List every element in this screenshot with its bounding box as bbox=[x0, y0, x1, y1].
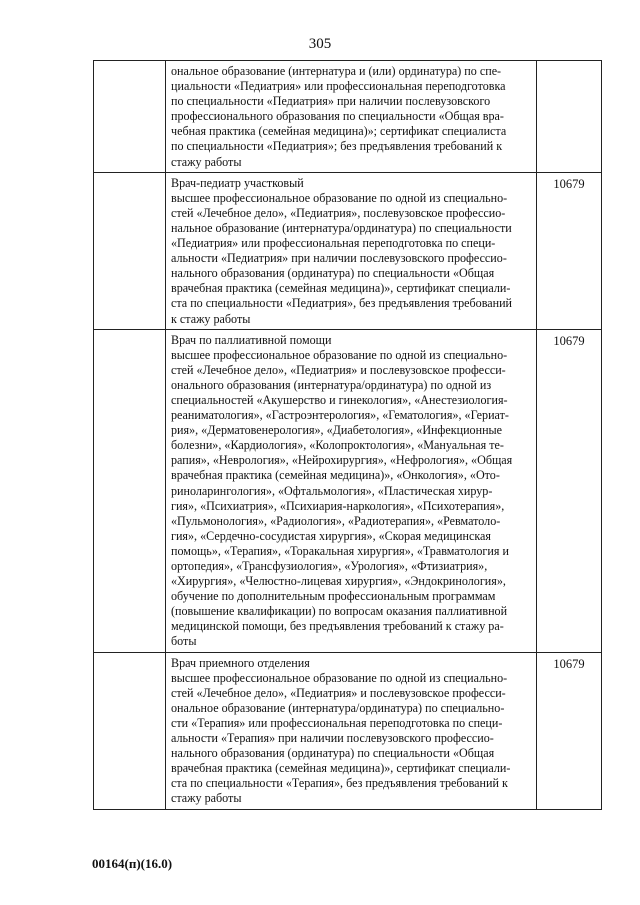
position-description-cell bbox=[166, 172, 537, 329]
description-line: (повышение квалификации) по вопросам оказания паллиативной bbox=[171, 604, 508, 619]
description-line: помощь», «Терапия», «Торакальная хирургия», «Травматология и bbox=[171, 543, 509, 558]
description-line: врачебная практика (семейная медицина)», сертификат специали- bbox=[171, 761, 511, 776]
table-row bbox=[94, 61, 602, 173]
description-line: специальностей «Акушерство и гинекология», «Анестезиология- bbox=[171, 392, 508, 407]
row-empty-cell bbox=[94, 172, 166, 329]
description-line: альности «Терапия» при наличии послевузовского профессио- bbox=[171, 731, 494, 746]
description-line: болезни», «Кардиология», «Колопроктология», «Мануальная те- bbox=[171, 438, 504, 453]
description-line: профессионального образования по специальности «Общая вра- bbox=[171, 109, 504, 124]
table-row bbox=[94, 172, 602, 329]
description-line: к стажу работы bbox=[171, 311, 251, 326]
description-line: высшее профессиональное образование по одной из специально- bbox=[171, 347, 508, 362]
position-code: 10679 bbox=[553, 656, 585, 671]
page-number: 305 bbox=[308, 36, 332, 52]
position-code: 10679 bbox=[553, 176, 585, 191]
description-line: сти «Терапия» или профессиональная переподготовка по специ- bbox=[171, 715, 503, 730]
description-line: «Педиатрия» или профессиональная переподготовка по специ- bbox=[171, 236, 496, 251]
position-description bbox=[166, 653, 536, 809]
description-line: стей «Лечебное дело», «Педиатрия» и послевузовское професси- bbox=[171, 685, 506, 700]
description-line: ортопедия», «Трансфузиология», «Урология», «Фтизиатрия», bbox=[171, 559, 488, 573]
description-line: циальности «Педиатрия» или профессиональная переподготовка bbox=[171, 79, 506, 94]
row-empty-cell bbox=[94, 61, 166, 173]
description-line: врачебная практика (семейная медицина)», сертификат специали- bbox=[171, 281, 511, 296]
description-line: «Пульмонология», «Радиология», «Радиотерапия», «Ревматоло- bbox=[171, 513, 501, 528]
position-code bbox=[537, 61, 601, 65]
description-line: гия», «Сердечно-сосудистая хирургия», «Скорая медицинская bbox=[171, 528, 491, 543]
description-line: нального образования (ординатура) по специальности «Общая bbox=[171, 746, 495, 761]
description-line: ста по специальности «Терапия», без предъявления требований к bbox=[171, 776, 508, 791]
row-empty-cell bbox=[94, 329, 166, 652]
description-line: рапия», «Неврология», «Нейрохирургия», «Нефрология», «Общая bbox=[171, 453, 513, 468]
description-line: ональное образование (интернатура и (или) ординатура) по спе- bbox=[171, 64, 502, 78]
qualification-table bbox=[93, 60, 602, 810]
code-cell bbox=[537, 652, 602, 809]
code-cell bbox=[537, 329, 602, 652]
description-line: риноларингология», «Офтальмология», «Пластическая хирур- bbox=[171, 483, 493, 498]
description-line: онального образования (интернатура/ординатура) по одной из bbox=[171, 377, 492, 392]
description-line: по специальности «Педиатрия» при наличии послевузовского bbox=[171, 94, 491, 109]
position-code: 10679 bbox=[553, 333, 585, 348]
description-line: альности «Педиатрия» при наличии послевузовского профессио- bbox=[171, 251, 507, 266]
position-description bbox=[166, 330, 536, 652]
description-line: стей «Лечебное дело», «Педиатрия» и послевузовское професси- bbox=[171, 362, 506, 377]
code-cell bbox=[537, 61, 602, 173]
description-line: стажу работы bbox=[171, 791, 242, 806]
table-row bbox=[94, 652, 602, 809]
description-line: «Хирургия», «Челюстно-лицевая хирургия», «Эндокринология», bbox=[171, 574, 506, 589]
position-title: Врач приемного отделения bbox=[171, 655, 310, 670]
description-line: нального образования (ординатура) по специальности «Общая bbox=[171, 266, 495, 281]
table-row bbox=[94, 329, 602, 652]
description-line: нальное образование (интернатура/ординатура) по специальности bbox=[171, 220, 512, 235]
description-line: врачебная практика (семейная медицина)», «Онкология», «Ото- bbox=[171, 468, 500, 483]
document-footer-code: 00164(п)(16.0) bbox=[92, 856, 173, 871]
description-line: обучение по дополнительным профессиональным программам bbox=[171, 589, 496, 604]
position-description bbox=[166, 173, 536, 329]
code-cell bbox=[537, 172, 602, 329]
position-description-cell bbox=[166, 61, 537, 173]
description-line: ональное образование (интернатура/ординатура) по специально- bbox=[171, 700, 505, 715]
description-line: реаниматология», «Гастроэнтерология», «Гематология», «Гериат- bbox=[171, 408, 509, 423]
description-line: рия», «Дерматовенерология», «Диабетология», «Инфекционные bbox=[171, 423, 503, 438]
position-description-cell bbox=[166, 652, 537, 809]
description-line: чебная практика (семейная медицина)»; сертификат специалиста bbox=[171, 124, 507, 139]
description-line: боты bbox=[171, 634, 197, 649]
description-line: ста по специальности «Педиатрия», без предъявления требований bbox=[171, 296, 513, 311]
description-line: по специальности «Педиатрия»; без предъявления требований к bbox=[171, 139, 503, 154]
position-description-cell bbox=[166, 329, 537, 652]
position-title: Врач-педиатр участковый bbox=[171, 175, 304, 190]
position-title: Врач по паллиативной помощи bbox=[171, 332, 332, 347]
position-description bbox=[166, 61, 536, 172]
description-line: высшее профессиональное образование по одной из специально- bbox=[171, 190, 508, 205]
description-line: стей «Лечебное дело», «Педиатрия», послевузовское профессио- bbox=[171, 205, 506, 220]
description-line: стажу работы bbox=[171, 154, 242, 169]
row-empty-cell bbox=[94, 652, 166, 809]
description-line: высшее профессиональное образование по одной из специально- bbox=[171, 670, 508, 685]
description-line: медицинской помощи, без предъявления требований к стажу ра- bbox=[171, 619, 504, 634]
description-line: гия», «Психиатрия», «Психиария-наркология», «Психотерапия», bbox=[171, 498, 505, 513]
